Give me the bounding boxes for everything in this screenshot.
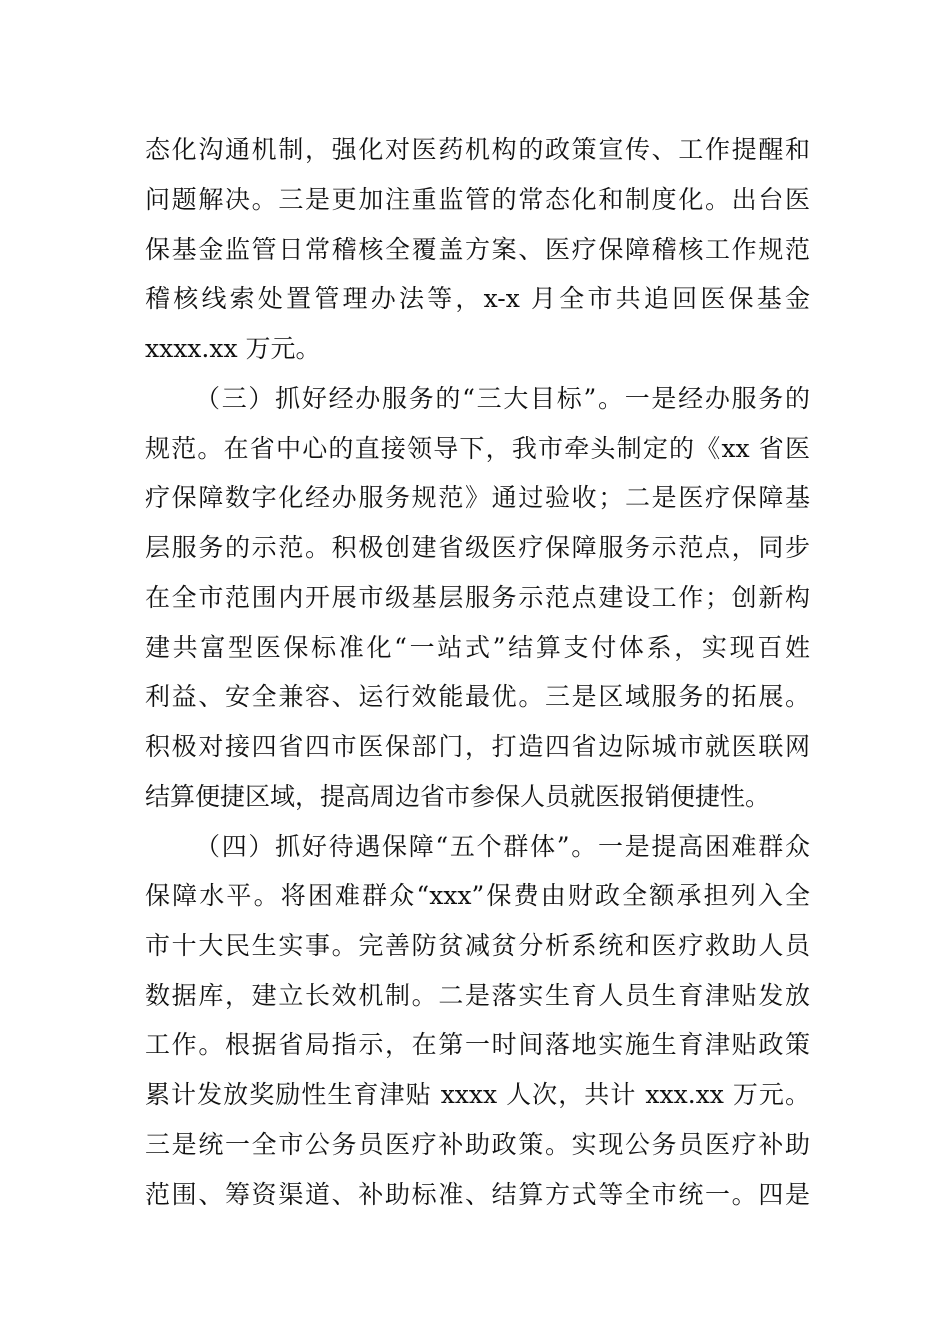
paragraph-line: 三是统一全市公务员医疗补助政策。实现公务员医疗补助 xyxy=(145,1130,810,1159)
paragraph-line: xxxx.xx 万元。 xyxy=(145,334,321,363)
paragraph-line: 积极对接四省四市医保部门，打造四省边际城市就医联网 xyxy=(145,732,810,761)
paragraph-line: 层服务的示范。积极创建省级医疗保障服务示范点，同步 xyxy=(145,533,810,562)
paragraph-line: 保障水平。将困难群众“xxx”保费由财政全额承担列入全 xyxy=(145,881,810,910)
paragraph-line: 范围、筹资渠道、补助标准、结算方式等全市统一。四是 xyxy=(145,1180,810,1209)
section-heading-line: （三）抓好经办服务的“三大目标”。一是经办服务的 xyxy=(195,384,810,413)
paragraph-line: 累计发放奖励性生育津贴 xxxx 人次，共计 xxx.xx 万元。 xyxy=(145,1080,810,1109)
paragraph-line: 保基金监管日常稽核全覆盖方案、医疗保障稽核工作规范 xyxy=(145,235,810,264)
paragraph-line: 疗保障数字化经办服务规范》通过验收；二是医疗保障基 xyxy=(145,483,810,512)
paragraph-line: 态化沟通机制，强化对医药机构的政策宣传、工作提醒和 xyxy=(145,135,810,164)
paragraph-line: 结算便捷区域，提高周边省市参保人员就医报销便捷性。 xyxy=(145,782,771,811)
paragraph-line: 建共富型医保标准化“一站式”结算支付体系，实现百姓 xyxy=(145,633,810,662)
paragraph-line: 利益、安全兼容、运行效能最优。三是区域服务的拓展。 xyxy=(145,682,810,711)
paragraph-line: 稽核线索处置管理办法等，x-x 月全市共追回医保基金 xyxy=(145,284,810,313)
paragraph-line: 问题解决。三是更加注重监管的常态化和制度化。出台医 xyxy=(145,185,810,214)
paragraph-line: 市十大民生实事。完善防贫减贫分析系统和医疗救助人员 xyxy=(145,931,810,960)
section-heading-line: （四）抓好待遇保障“五个群体”。一是提高困难群众 xyxy=(195,832,810,861)
paragraph-line: 工作。根据省局指示，在第一时间落地实施生育津贴政策 xyxy=(145,1030,810,1059)
paragraph-line: 数据库，建立长效机制。二是落实生育人员生育津贴发放 xyxy=(145,981,810,1010)
paragraph-line: 在全市范围内开展市级基层服务示范点建设工作；创新构 xyxy=(145,583,810,612)
paragraph-line: 规范。在省中心的直接领导下，我市牵头制定的《xx 省医 xyxy=(145,434,810,463)
